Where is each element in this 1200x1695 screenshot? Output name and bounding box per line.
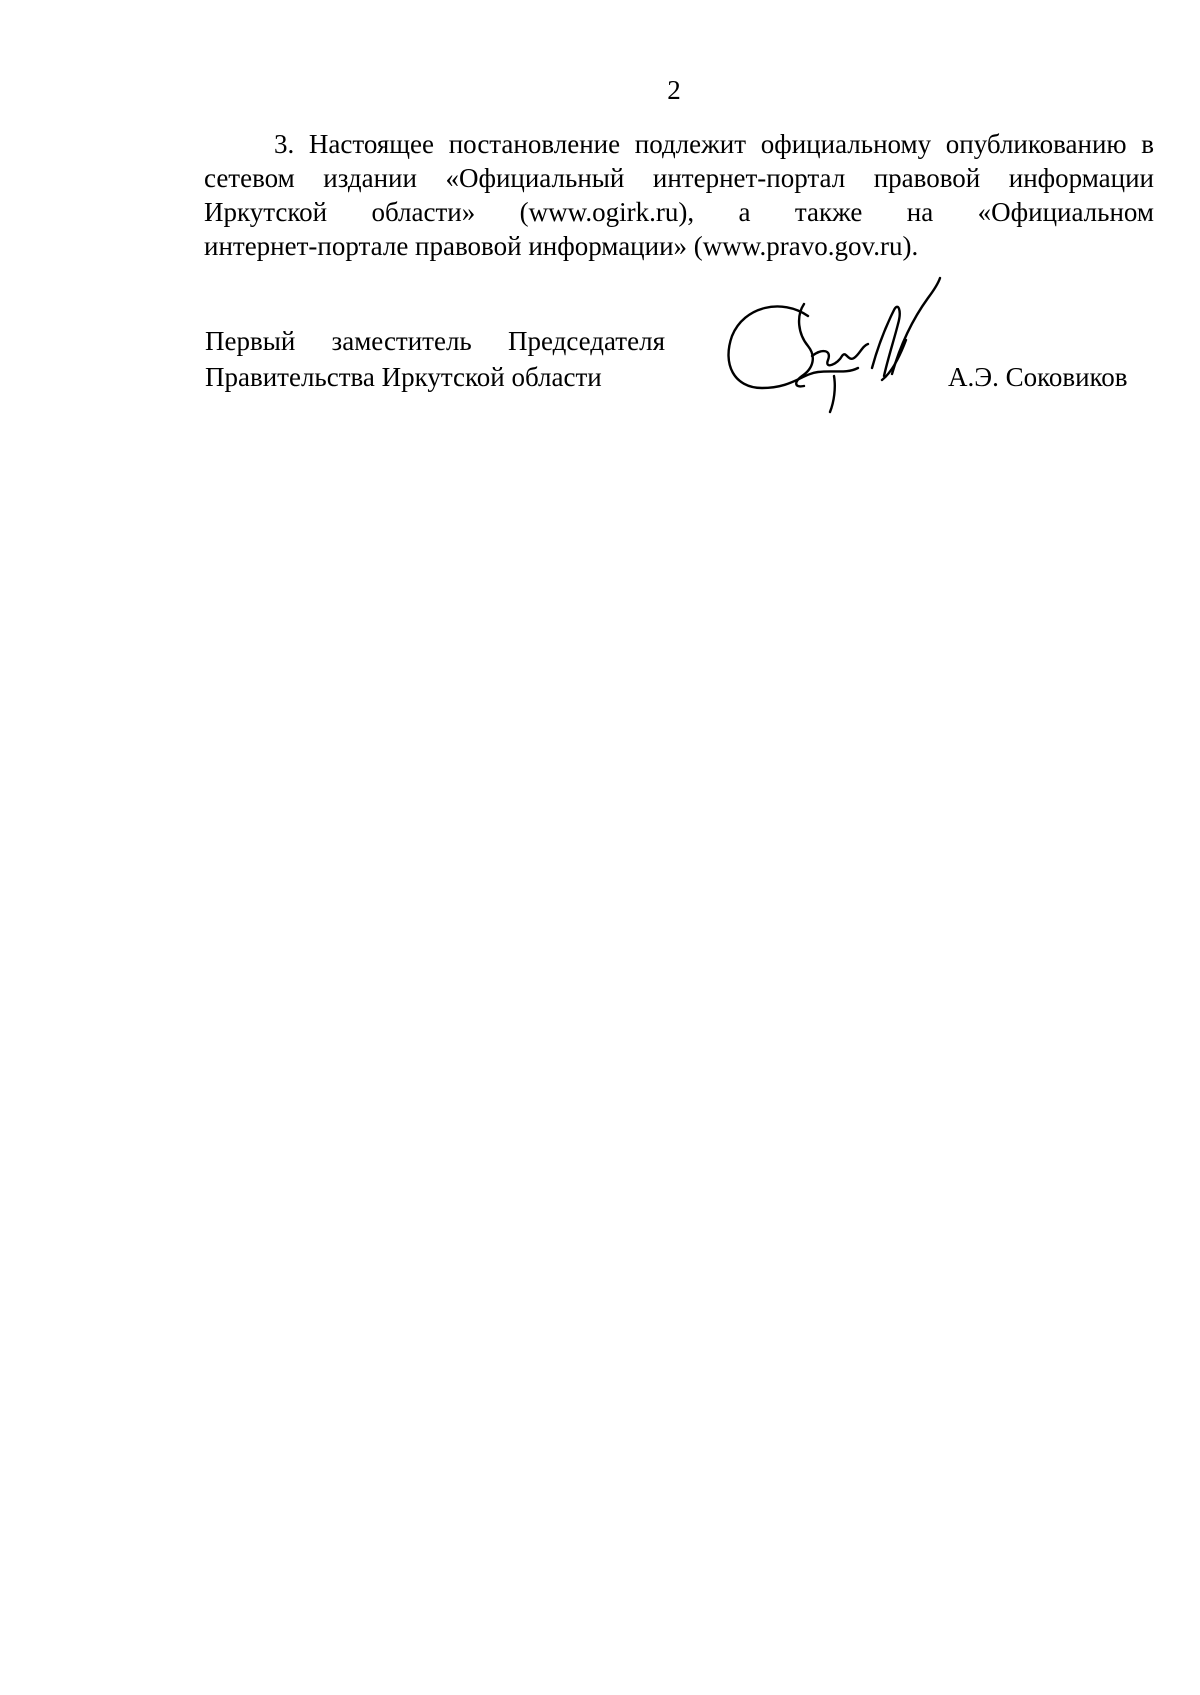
paragraph-line: 3. Настоящее постановление подлежит официальному опубликованию в <box>274 129 1154 159</box>
signer-name: А.Э. Соковиков <box>948 362 1128 392</box>
handwritten-signature <box>722 276 942 414</box>
signer-position-line: Правительства Иркутской области <box>205 362 602 392</box>
publication-paragraph <box>204 127 1154 263</box>
paragraph-line: интернет-портале правовой информации» (www.pravo.gov.ru). <box>204 231 919 261</box>
paragraph-line: Иркутской области» (www.ogirk.ru), а также на «Официальном <box>204 197 1154 227</box>
paragraph-line: сетевом издании «Официальный интернет-портал правовой информации <box>204 163 1154 193</box>
signer-position <box>205 323 665 395</box>
page-number: 2 <box>667 75 681 105</box>
signer-position-line: Первый заместитель Председателя <box>205 326 665 356</box>
